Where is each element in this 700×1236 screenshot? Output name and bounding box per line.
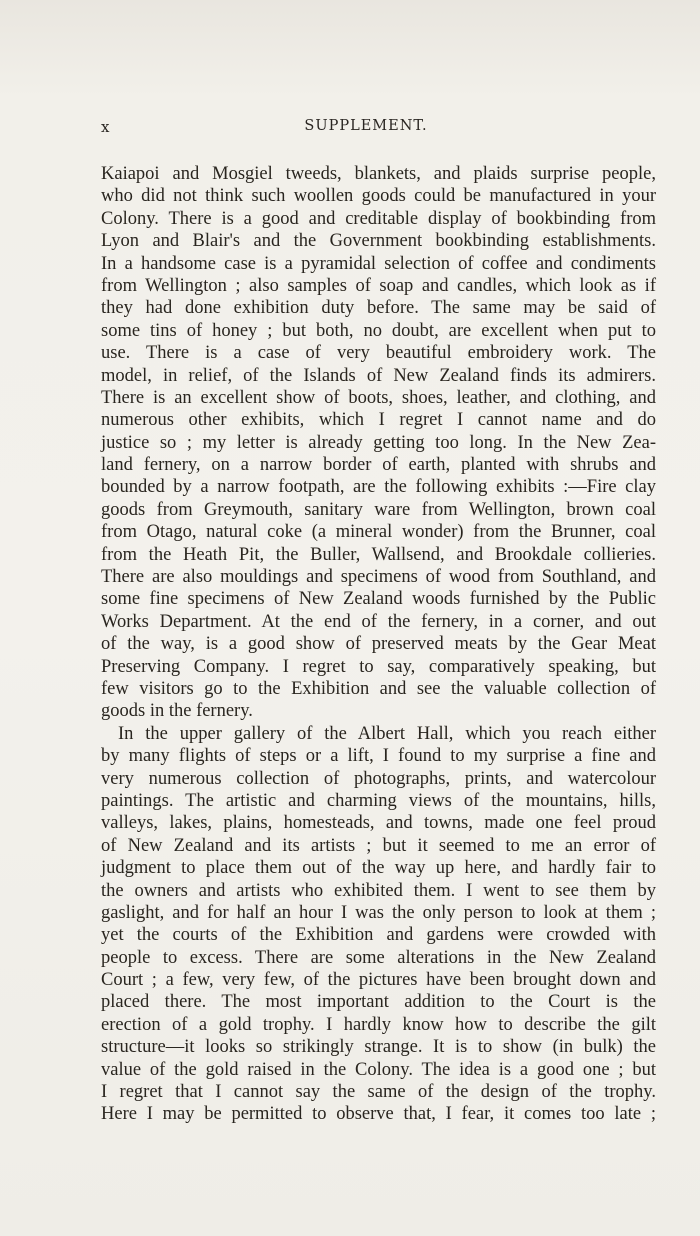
text-line: Here I may be permitted to observe that, I fear, it comes too late ; xyxy=(101,1104,656,1125)
text-line: bounded by a narrow footpath, are the following exhibits :—Fire clay xyxy=(101,477,656,498)
text-line: erection of a gold trophy. I hardly know how to describe the gilt xyxy=(101,1014,656,1035)
text-line: There is an excellent show of boots, shoes, leather, and clothing, and xyxy=(101,387,656,408)
text-line: some tins of honey ; but both, no doubt, are excellent when put to xyxy=(101,320,656,341)
page-header xyxy=(101,118,631,140)
text-line: from Otago, natural coke (a mineral wonder) from the Brunner, coal xyxy=(101,522,656,543)
text-line: goods from Greymouth, sanitary ware from Wellington, brown coal xyxy=(101,499,656,520)
text-line: Colony. There is a good and creditable display of bookbinding from xyxy=(101,208,656,229)
running-title: SUPPLEMENT. xyxy=(304,118,428,134)
text-line: the owners and artists who exhibited them. I went to see them by xyxy=(101,880,656,901)
text-line: few visitors go to the Exhibition and see the valuable collection of xyxy=(101,678,656,699)
text-line: by many flights of steps or a lift, I found to my surprise a fine and xyxy=(101,746,656,767)
text-line: Works Department. At the end of the fernery, in a corner, and out xyxy=(101,611,656,632)
text-line: value of the gold raised in the Colony. The idea is a good one ; but xyxy=(101,1059,656,1080)
text-line: use. There is a case of very beautiful embroidery work. The xyxy=(101,343,656,364)
text-line: from the Heath Pit, the Buller, Wallsend, and Brookdale collieries. xyxy=(101,544,656,565)
text-line: goods in the fernery. xyxy=(101,701,253,722)
text-line: numerous other exhibits, which I regret I cannot name and do xyxy=(101,410,656,431)
text-line: they had done exhibition duty before. The same may be said of xyxy=(101,298,656,319)
text-line: of New Zealand and its artists ; but it seemed to me an error of xyxy=(101,835,656,856)
text-line: Preserving Company. I regret to say, comparatively speaking, but xyxy=(101,656,656,677)
text-line: Court ; a few, very few, of the pictures have been brought down and xyxy=(101,970,656,991)
text-line: model, in relief, of the Islands of New Zealand finds its admirers. xyxy=(101,365,656,386)
text-line: from Wellington ; also samples of soap and candles, which look as if xyxy=(101,275,656,296)
text-line: Lyon and Blair's and the Government bookbinding establishments. xyxy=(101,231,656,252)
text-line: people to excess. There are some alterations in the New Zealand xyxy=(101,947,656,968)
text-line: very numerous collection of photographs, prints, and watercolour xyxy=(101,768,656,789)
text-line: In the upper gallery of the Albert Hall, which you reach either xyxy=(118,723,656,744)
text-line: structure—it looks so strikingly strange. It is to show (in bulk) the xyxy=(101,1037,656,1058)
text-line: land fernery, on a narrow border of earth, planted with shrubs and xyxy=(101,455,656,476)
text-line: of the way, is a good show of preserved meats by the Gear Meat xyxy=(101,634,656,655)
text-line: justice so ; my letter is already getting too long. In the New Zea- xyxy=(101,432,656,453)
text-line: judgment to place them out of the way up here, and hardly fair to xyxy=(101,858,656,879)
text-line: some fine specimens of New Zealand woods furnished by the Public xyxy=(101,589,656,610)
text-line: There are also mouldings and specimens of wood from Southland, and xyxy=(101,567,656,588)
text-line: paintings. The artistic and charming views of the mountains, hills, xyxy=(101,790,656,811)
text-line: valleys, lakes, plains, homesteads, and towns, made one feel proud xyxy=(101,813,656,834)
text-line: Kaiapoi and Mosgiel tweeds, blankets, and plaids surprise people, xyxy=(101,164,656,184)
text-line: I regret that I cannot say the same of the design of the trophy. xyxy=(101,1082,656,1103)
body-text xyxy=(101,163,656,1126)
paragraph-1 xyxy=(101,163,656,723)
page-number: x xyxy=(101,118,111,136)
paragraph-2 xyxy=(101,723,656,1126)
text-line: gaslight, and for half an hour I was the only person to look at them ; xyxy=(101,902,656,923)
text-line: In a handsome case is a pyramidal selection of coffee and condiments xyxy=(101,253,656,274)
text-line: who did not think such woollen goods could be manufactured in your xyxy=(101,186,656,207)
text-line: placed there. The most important addition to the Court is the xyxy=(101,992,656,1013)
text-line: yet the courts of the Exhibition and gardens were crowded with xyxy=(101,925,656,946)
